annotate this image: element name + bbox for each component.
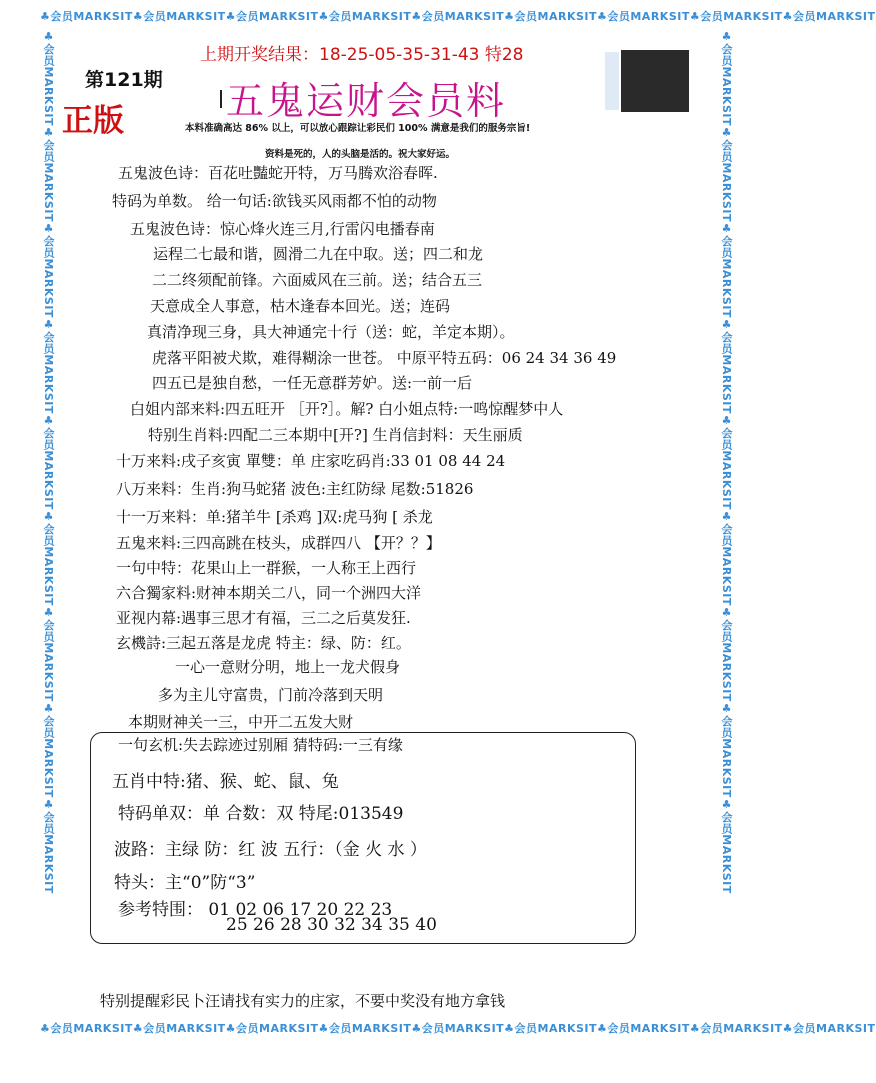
text-line: 天意成全人事意，枯木逢春本回光。送；连码: [150, 297, 451, 315]
text-line: 十万来料:戌子亥寅 單雙：单 庄家吃码肖:33 01 08 44 24: [116, 452, 506, 470]
watermark-right: ♣会员MARKSIT♣会员MARKSIT♣会员MARKSIT♣会员MARKSIT♣会员MARKSIT♣会员MARKSIT♣会员MARKSIT♣会员MARKSIT♣会员MARKSIT: [720, 30, 733, 894]
text-line: 四五已是独自愁，一任无意群芳妒。送:一前一后: [152, 374, 473, 392]
watermark-bottom: ♣会员MARKSIT♣会员MARKSIT♣会员MARKSIT♣会员MARKSIT♣会员MARKSIT♣会员MARKSIT♣会员MARKSIT♣会员MARKSIT♣会员MARKSIT: [40, 1022, 876, 1035]
box-line: 波路：主绿 防：红 波 五行：（金 火 水 ）: [114, 840, 427, 860]
text-line: 亚视内幕:遇事三思才有福，三二之后莫发狂.: [116, 609, 411, 627]
text-line: 六合獨家料:财神本期关二八，同一个洲四大洋: [116, 584, 422, 602]
slogan-line-1: 本料准确高达 86% 以上，可以放心跟踪让彩民们 100% 满意是我们的服务宗旨!: [185, 123, 531, 134]
text-line: 八万来料：生肖:狗马蛇猪 波色:主红防绿 尾数:51826: [116, 480, 474, 498]
text-line: 一心一意财分明，地上一龙犬假身: [175, 658, 401, 676]
text-line: 特别生肖料:四配二三本期中[开?] 生肖信封料：天生丽质: [148, 426, 523, 444]
box-line: 特头：主“0”防“3”: [114, 873, 256, 893]
last-results: 上期开奖结果：18-25-05-35-31-43 特28: [200, 45, 524, 65]
slogan-line-2: 资料是死的，人的头脑是活的。祝大家好运。: [265, 149, 456, 160]
text-line: 本期财神关一三，中开二五发大财: [128, 713, 354, 731]
genuine-label: 正版: [62, 103, 124, 139]
text-line: 五鬼来料:三四高跳在枝头，成群四八 【开？？】: [116, 534, 441, 552]
box-line: 一句玄机:失去踪迹过别厢 猜特码:一三有缘: [118, 736, 403, 754]
text-line: 真清净现三身，具大神通完十行（送：蛇，羊定本期）。: [147, 323, 515, 341]
text-line: 白姐内部来料:四五旺开 ［开?］。解? 白小姐点特:一鸣惊醒梦中人: [130, 400, 564, 418]
text-line: 二二终须配前锋。六面威风在三前。送；结合五三: [152, 271, 483, 289]
text-line: 多为主儿守富贵，门前冷落到天明: [158, 686, 384, 704]
main-title: 五鬼运财会员料: [226, 79, 507, 123]
text-line: 五鬼波色诗：百花吐豔蛇开特，万马腾欢浴春晖.: [118, 164, 438, 182]
qr-code-icon: [621, 50, 689, 112]
text-line: 虎落平阳被犬欺，难得糊涂一世苍。 中原平特五码：06 24 34 36 49: [152, 349, 617, 367]
box-line: 五肖中特:猪、猴、蛇、鼠、兔: [112, 772, 339, 792]
text-line: 运程二七最和谐，圆滑二九在中取。送；四二和龙: [153, 245, 484, 263]
text-line: 一句中特：花果山上一群猴，一人称王上西行: [116, 559, 417, 577]
text-line: 五鬼波色诗：惊心烽火连三月,行雷闪电播春南: [130, 220, 435, 238]
title-bar-divider: [220, 90, 222, 108]
box-line: 参考特围： 01 02 06 17 20 22 23: [118, 900, 393, 920]
box-line: 25 26 28 30 32 34 35 40: [226, 915, 437, 935]
text-line: 十一万来料：单:猪羊牛 [杀鸡 ]双:虎马狗 [ 杀龙: [116, 508, 433, 526]
watermark-top: ♣会员MARKSIT♣会员MARKSIT♣会员MARKSIT♣会员MARKSIT♣会员MARKSIT♣会员MARKSIT♣会员MARKSIT♣会员MARKSIT♣会员MARKSIT: [40, 10, 876, 23]
text-line: 玄機詩:三起五落是龙虎 特主：绿、防：红。: [116, 634, 411, 652]
box-line: 特码单双：单 合数：双 特尾:013549: [118, 804, 404, 824]
qr-side-panel: [605, 52, 619, 110]
text-line: 特码为单数。 给一句话:欲钱买风雨都不怕的动物: [112, 192, 437, 210]
footer-notice: 特别提醒彩民卜汪请找有实力的庄家，不要中奖没有地方拿钱: [100, 992, 506, 1010]
watermark-left: ♣会员MARKSIT♣会员MARKSIT♣会员MARKSIT♣会员MARKSIT♣会员MARKSIT♣会员MARKSIT♣会员MARKSIT♣会员MARKSIT♣会员MARKSIT: [42, 30, 55, 894]
issue-number: 第121期: [85, 69, 163, 91]
